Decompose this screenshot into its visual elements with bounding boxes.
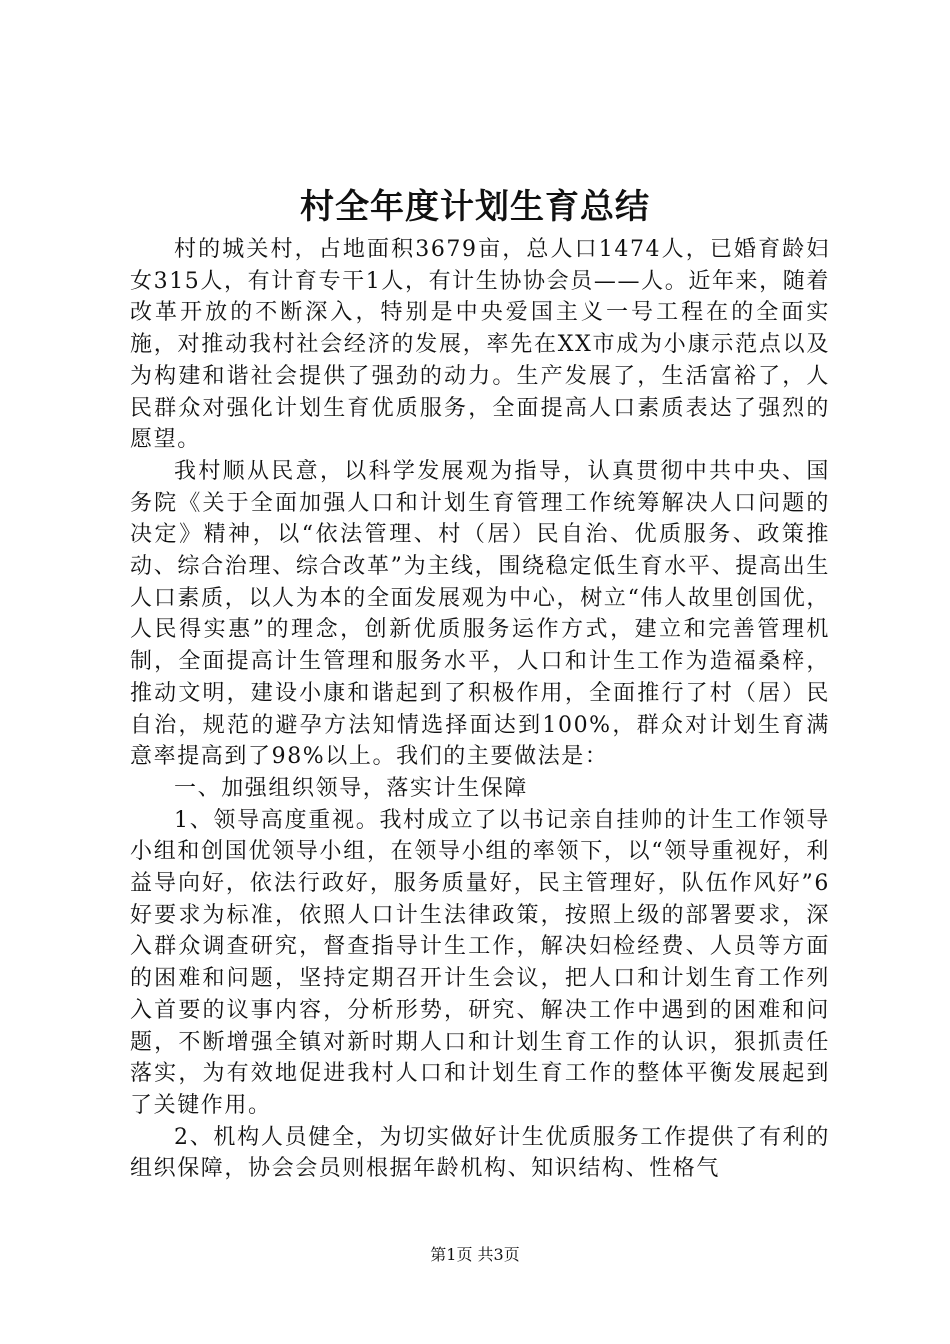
page-footer: 第1页 共3页: [430, 1245, 520, 1264]
paragraph-item-2: 2、机构人员健全，为切实做好计生优质服务工作提供了有利的组织保障，协会会员则根据年龄机构、知识结构、性格气: [130, 1124, 830, 1182]
document-title: 村全年度计划生育总结: [300, 187, 650, 227]
document-body: [130, 234, 830, 1185]
section-heading: 一、加强组织领导，落实计生保障: [174, 775, 529, 801]
paragraph-item-1: 1、领导高度重视。我村成立了以书记亲自挂帅的计生工作领导小组和创国优领导小组，在领导小组的率领下，以“领导重视好，利益导向好，依法行政好，服务质量好，民主管理好，队伍作风好”6好要求为标准，依照人口计生法律政策，按照上级的部署要求，深入群众调查研究，督查指导计生工作，解决妇检经费、人员等方面的困难和问题，坚持定期召开计生会议，把人口和计划生育工作列入首要的议事内容，分析形势，研究、解决工作中遇到的困难和问题，不断增强全镇对新时期人口和计划生育工作的认识，狠抓责任落实，为有效地促进我村人口和计划生育工作的整体平衡发展起到了关键作用。: [130, 807, 830, 1118]
paragraph-intro: 村的城关村，占地面积3679亩，总人口1474人，已婚育龄妇女315人，有计育专干1人，有计生协协会员——人。近年来，随着改革开放的不断深入，特别是中央爱国主义一号工程在的全面实施，对推动我村社会经济的发展，率先在XX市成为小康示范点以及为构建和谐社会提供了强劲的动力。生产发展了，生活富裕了，人民群众对强化计划生育优质服务，全面提高人口素质表达了强烈的愿望。: [130, 237, 830, 453]
paragraph-approach: 我村顺从民意，以科学发展观为指导，认真贯彻中共中央、国务院《关于全面加强人口和计划生育管理工作统筹解决人口问题的决定》精神，以“依法管理、村（居）民自治、优质服务、政策推动、综合治理、综合改革”为主线，围绕稳定低生育水平、提高出生人口素质，以人为本的全面发展观为中心，树立“伟人故里创国优，人民得实惠”的理念，创新优质服务运作方式，建立和完善管理机制，全面提高计生管理和服务水平，人口和计生工作为造福桑梓，推动文明，建设小康和谐起到了积极作用，全面推行了村（居）民自治，规范的避孕方法知情选择面达到100%，群众对计划生育满意率提高到了98%以上。我们的主要做法是：: [130, 458, 830, 770]
